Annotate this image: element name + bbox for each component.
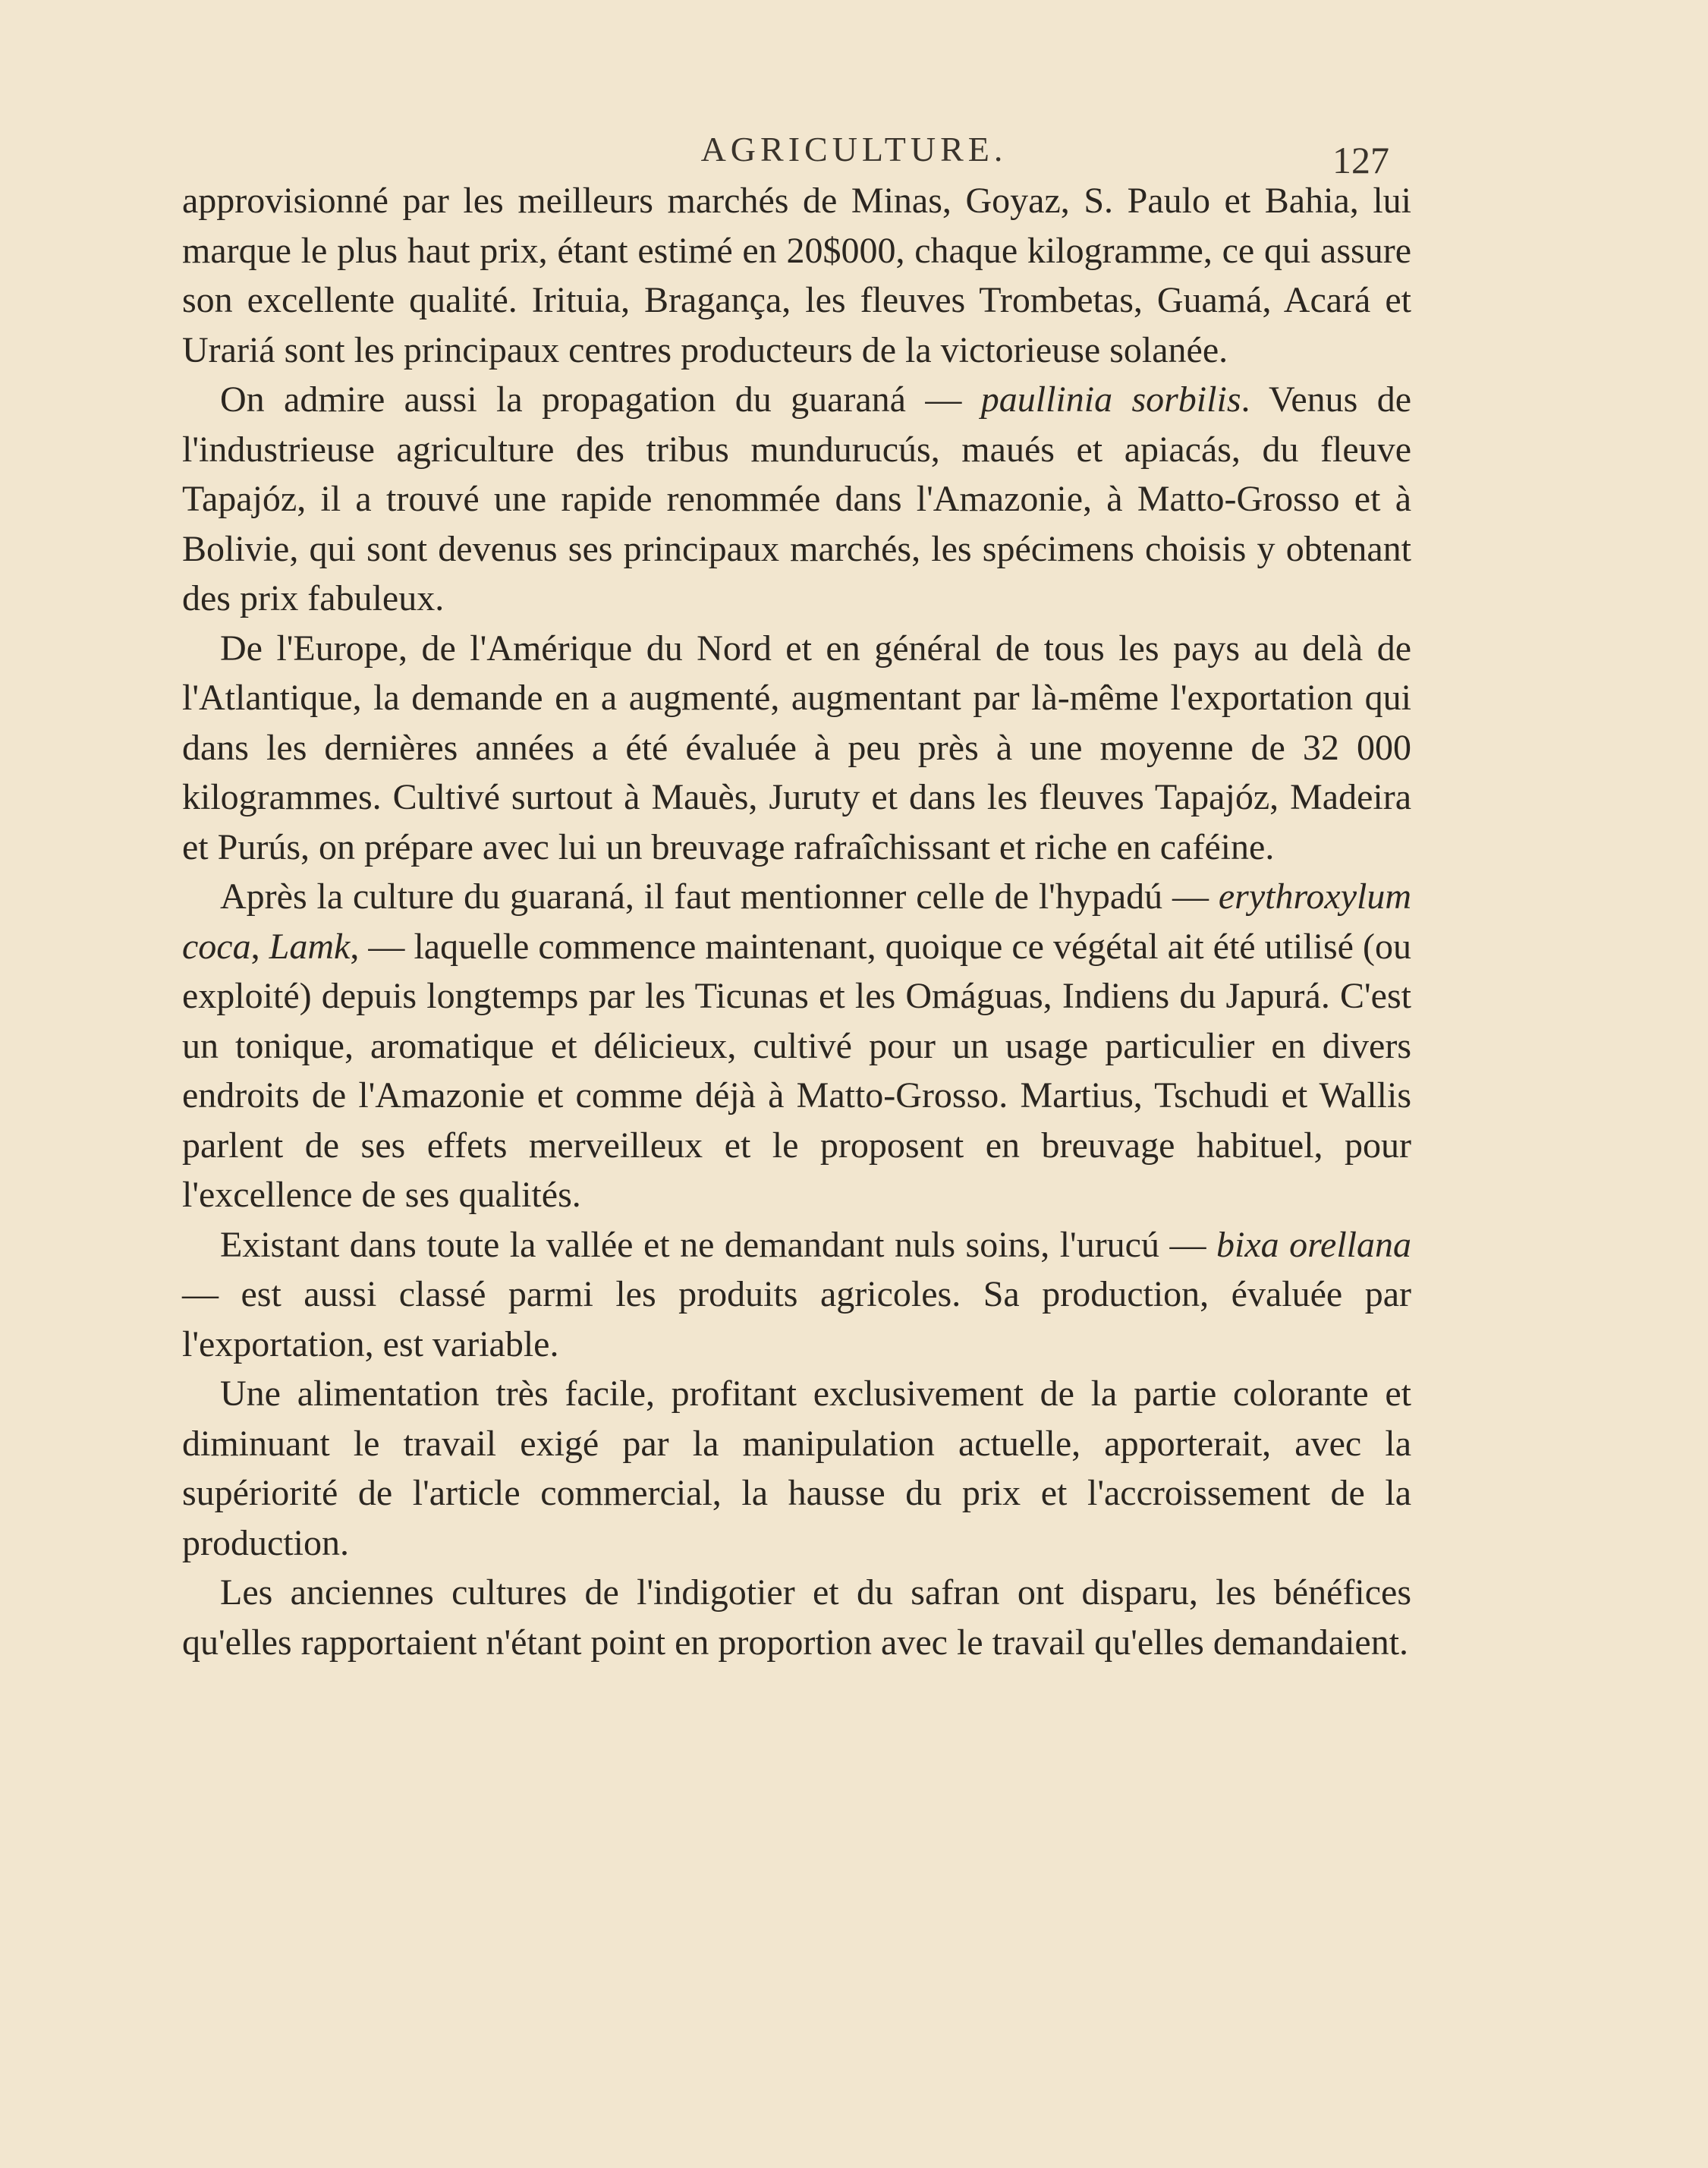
body-text xyxy=(182,176,1411,1667)
species-bixa-orellana: bixa orellana xyxy=(1216,1224,1412,1265)
paragraph-4 xyxy=(182,872,1411,1220)
species-erythroxylum-coca: erythroxylum coca xyxy=(182,876,1412,967)
paragraph-2-text-b: . Venus de l'industrieuse agriculture des tribus mundurucús, maués et apiacás, du fleuve Tapajóz, il a trouvé une rapide renommée dans l'Amazonie, à Matto-Grosso et à Bolivie, qui sont devenus ses principaux marchés, les spécimens choisis y obtenant des prix fabuleux. xyxy=(182,379,1412,618)
paragraph-5 xyxy=(182,1220,1411,1370)
paragraph-2 xyxy=(182,375,1411,624)
paragraph-5-text-a: Existant dans toute la vallée et ne demandant nuls soins, l'urucú — xyxy=(220,1224,1206,1265)
paragraph-5-text-b: — est aussi classé parmi les produits agricoles. Sa production, évaluée par l'exportation, est variable. xyxy=(182,1274,1411,1364)
page-number: 127 xyxy=(1332,139,1389,181)
running-title: AGRICULTURE. xyxy=(700,130,1008,168)
species-paullinia-sorbilis: paullinia sorbilis xyxy=(980,379,1241,420)
paragraph-2-text-a: On admire aussi la propagation du guaraná — xyxy=(220,379,962,420)
author-abbreviation-lamk: Lamk xyxy=(269,926,351,967)
paragraph-4-text-c: , — laquelle commence maintenant, quoique ce végétal ait été utilisé (ou exploité) depuis longtemps par les Ticunas et les Omáguas, Indiens du Japurá. C'est un tonique, aromatique et délicieux, cultivé pour un usage particulier en divers endroits de l'Amazonie et comme déjà à Matto-Grosso. Martius, Tschudi et Wallis parlent de ses effets merveilleux et le proposent en breuvage habituel, pour l'excellence de ses qualités. xyxy=(182,926,1412,1215)
paragraph-4-text-b: , xyxy=(250,926,260,967)
paragraph-7: Les anciennes cultures de l'indigotier et du safran ont disparu, les bénéfices qu'elles rapportaient n'étant point en proportion avec le travail qu'elles demandaient. xyxy=(182,1572,1411,1663)
paragraph-1: approvisionné par les meilleurs marchés de Minas, Goyaz, S. Paulo et Bahia, lui marque le plus haut prix, étant estimé en 20$000, chaque kilogramme, ce qui assure son excellente qualité. Irituia, Bragança, les fleuves Trombetas, Guamá, Acará et Urariá sont les principaux centres producteurs de la victorieuse solanée. xyxy=(182,181,1411,370)
paragraph-4-text-a: Après la culture du guaraná, il faut mentionner celle de l'hypadú — xyxy=(220,876,1209,917)
paragraph-6: Une alimentation très facile, profitant exclusivement de la partie colorante et diminuant le travail exigé par la manipulation actuelle, apporterait, avec la supériorité de l'article commercial, la hausse du prix et l'accroissement de la production. xyxy=(182,1373,1411,1563)
paragraph-3: De l'Europe, de l'Amérique du Nord et en général de tous les pays au delà de l'Atlantique, la demande en a augmenté, augmentant par là-même l'exportation qui dans les dernières années a été évaluée à peu près à une moyenne de 32 000 kilogrammes. Cultivé surtout à Mauès, Juruty et dans les fleuves Tapajóz, Madeira et Purús, on prépare avec lui un breuvage rafraîchissant et riche en caféine. xyxy=(182,628,1411,867)
